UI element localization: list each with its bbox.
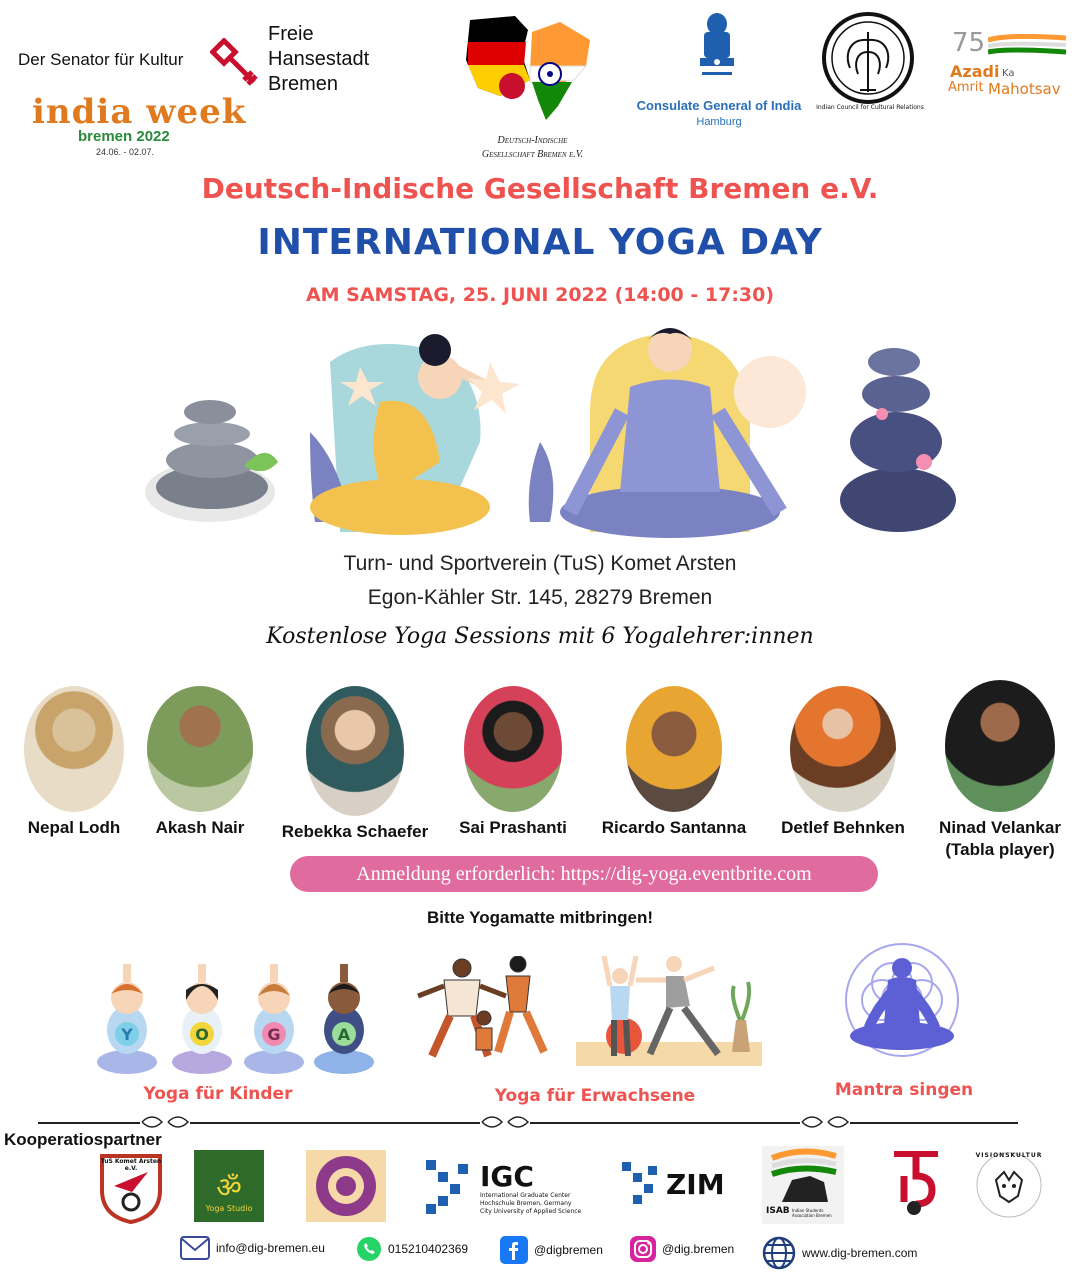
whatsapp-icon [356, 1236, 382, 1262]
contact-website[interactable] [762, 1236, 917, 1270]
tus-komet-logo: TuS Komet Arsten e.V. [98, 1150, 164, 1224]
india-week-dates: 24.06. - 02.07. [96, 147, 155, 157]
event-title: INTERNATIONAL YOGA DAY [257, 222, 823, 263]
instagram-icon [630, 1236, 656, 1262]
teacher-name: Sai Prashanti [459, 818, 567, 837]
teacher-card [266, 686, 444, 842]
yoga-illustration [140, 322, 960, 542]
activity-kids: Yoga für Kinder [143, 1084, 293, 1104]
red-symbol-logo [888, 1146, 944, 1220]
isab-logo: ISAB Indian Students Association Bremen [762, 1146, 844, 1224]
phone-text[interactable]: 015210402369 [388, 1242, 469, 1256]
stones-right-icon [840, 348, 956, 532]
email-text[interactable]: info@dig-bremen.eu [216, 1241, 325, 1255]
igc-logo: IGC International Graduate Center Hochschule Bremen, Germany City University of Applied Science [424, 1158, 584, 1218]
teacher-name: Akash Nair [155, 818, 245, 837]
divider-ornament [480, 1112, 530, 1132]
senator-kultur-logo: Der Senator für Kultur [18, 50, 184, 69]
freie-hansestadt-bremen-logo: Freie Hansestadt Bremen [268, 23, 370, 95]
azadi-ka-amrit-mahotsav-logo: 75 Azadi Ka Amrit Mahotsav [948, 28, 1068, 98]
teacher-card [444, 686, 582, 838]
divider-ornament [140, 1112, 190, 1132]
dig-label: Deutsch-Indische Gesellschaft Bremen e.V. [481, 135, 584, 160]
kids-letter-a: A [337, 1025, 351, 1044]
website-text[interactable]: www.dig-bremen.com [802, 1246, 918, 1260]
teacher-card [140, 686, 260, 838]
contact-facebook[interactable] [500, 1236, 603, 1264]
adults-yoga-illustration [414, 956, 770, 1074]
india-week-city: bremen 2022 [78, 128, 170, 145]
teacher-card [12, 686, 136, 838]
yoga-man-figure [560, 328, 806, 538]
event-date: AM SAMSTAG, 25. JUNI 2022 (14:00 - 17:30) [305, 284, 775, 306]
kids-letter-y: Y [121, 1025, 133, 1044]
avatar [306, 686, 404, 816]
india-week-logo: india week [32, 92, 247, 132]
kids-yoga-illustration [92, 960, 376, 1078]
avatar [790, 686, 896, 812]
bremen-key-icon [210, 38, 262, 90]
sessions-text: Kostenlose Yoga Sessions mit 6 Yogalehrer:innen [266, 624, 814, 649]
teacher-card [766, 686, 920, 838]
avatar [945, 680, 1055, 812]
kids-letter-g: G [267, 1025, 281, 1044]
mantra-meditation-illustration [834, 940, 970, 1070]
teacher-name: Rebekka Schaefer [281, 822, 429, 841]
yoga-mat-note: Bitte Yogamatte mitbringen! [426, 908, 654, 927]
mail-icon [180, 1236, 210, 1260]
avatar [626, 686, 722, 812]
yoga-studio-logo: ॐ Yoga Studio [194, 1150, 264, 1222]
zim-logo: ZIM [620, 1160, 730, 1212]
consulate-name: Consulate General of India [636, 98, 802, 113]
partners-heading: Kooperatiospartner [4, 1130, 162, 1149]
consulate-city: Hamburg [696, 116, 742, 128]
teacher-name: Detlef Behnken [781, 818, 905, 837]
stones-left-icon [145, 400, 278, 522]
facebook-text[interactable]: @digbremen [534, 1243, 603, 1257]
activity-adults: Yoga für Erwachsene [494, 1086, 696, 1106]
kids-letter-o: O [195, 1025, 209, 1044]
activity-mantra: Mantra singen [834, 1080, 974, 1100]
zim-mark-icon [620, 1160, 660, 1208]
avatar [147, 686, 253, 812]
venue-address: Egon-Kähler Str. 145, 28279 Bremen [367, 586, 713, 609]
institut-praevention-logo [306, 1150, 386, 1222]
avatar [464, 686, 562, 812]
contact-phone[interactable] [356, 1236, 468, 1262]
yoga-woman-figure [310, 334, 553, 535]
teacher-card [924, 680, 1076, 860]
avatar [24, 686, 124, 812]
iccr-label: Indian Council for Cultural Relations [816, 104, 924, 111]
india-emblem-icon [692, 10, 742, 88]
contact-email[interactable] [180, 1236, 325, 1260]
om-icon: ॐ [216, 1171, 242, 1204]
globe-icon [762, 1236, 796, 1270]
venue-name: Turn- und Sportverein (TuS) Komet Arsten [343, 552, 737, 575]
teacher-name: Ninad Velankar [939, 818, 1061, 837]
divider-ornament [800, 1112, 850, 1132]
organization-title: Deutsch-Indische Gesellschaft Bremen e.V. [201, 172, 879, 205]
facebook-icon [500, 1236, 528, 1264]
teacher-name: Nepal Lodh [27, 818, 121, 837]
iccr-logo [820, 10, 916, 106]
teacher-card [586, 686, 762, 838]
registration-link[interactable]: Anmeldung erforderlich: https://dig-yoga.eventbrite.com [290, 856, 878, 892]
instagram-text[interactable]: @dig.bremen [662, 1242, 735, 1256]
contact-instagram[interactable] [630, 1236, 734, 1262]
teacher-name: Ricardo Santanna [601, 818, 747, 837]
teacher-role: (Tabla player) [945, 840, 1055, 859]
dig-map-logo [460, 10, 600, 128]
tricolor-icon [988, 34, 1066, 56]
igc-mark-icon [424, 1158, 470, 1216]
visionskultur-logo: VISIONSKULTUR [974, 1150, 1044, 1220]
